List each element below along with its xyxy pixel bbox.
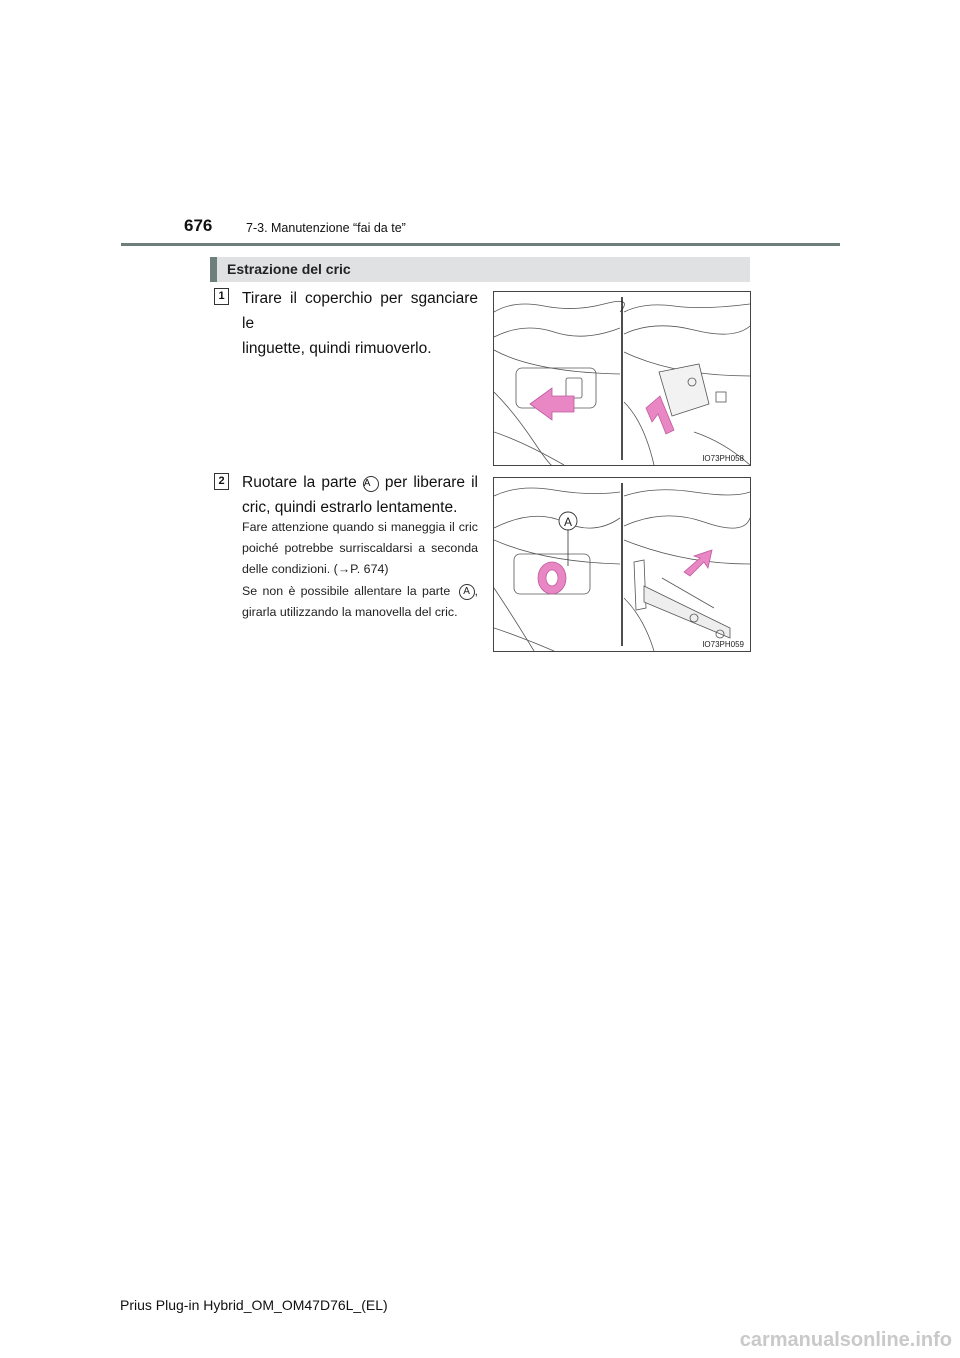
figure-jack-removal <box>493 477 751 652</box>
marker-a-icon: A <box>363 476 379 492</box>
page-number: 676 <box>184 216 213 235</box>
header-divider <box>121 243 840 246</box>
step-2-badge: 2 <box>214 473 229 490</box>
jack-removal-illustration <box>494 478 750 651</box>
step-2-note-2-part-a: Se non è possibile allentare la parte <box>242 584 451 598</box>
step-1-line-1: Tirare il coperchio per sganciare le <box>242 290 478 332</box>
marker-a-icon: A <box>459 584 475 600</box>
step-2-line-1 <box>242 470 478 495</box>
banner-accent-bar <box>210 257 217 282</box>
rotate-arrow-center <box>546 570 558 586</box>
section-title: 7-3. Manutenzione “fai da te” <box>246 221 406 235</box>
banner-title: Estrazione del cric <box>227 261 351 277</box>
step-2-note-2 <box>242 581 478 623</box>
pull-arrow-left <box>530 388 574 420</box>
figure-code: IO73PH058 <box>702 454 744 463</box>
cover-removal-illustration <box>494 292 750 465</box>
section-banner <box>210 257 750 282</box>
footer-manual-id: Prius Plug-in Hybrid_OM_OM47D76L_(EL) <box>120 1297 388 1313</box>
step-2-line-1-part-a: Ruotare la parte <box>242 474 357 491</box>
watermark: carmanualsonline.info <box>739 1329 952 1351</box>
step-2-note-2-part-b: , girarla utilizzando la manovella del cric. <box>242 584 478 619</box>
step-1-text <box>242 286 478 361</box>
figure-cover-removal <box>493 291 751 466</box>
step-2-text <box>242 470 478 520</box>
extract-arrow <box>684 550 712 576</box>
step-2-line-2: cric, quindi estrarlo lentamente. <box>242 499 458 516</box>
step-1-badge: 1 <box>214 288 229 305</box>
step-1-line-2: linguette, quindi rimuoverlo. <box>242 340 432 357</box>
figure-code: IO73PH059 <box>702 640 744 649</box>
step-2-note-1: Fare attenzione quando si maneggia il cric poiché potrebbe surriscaldarsi a seconda delle condizioni. (→P. 674) <box>242 520 478 576</box>
step-2-line-1-part-b: per liberare il <box>384 474 478 491</box>
callout-a-label: A <box>563 515 573 529</box>
